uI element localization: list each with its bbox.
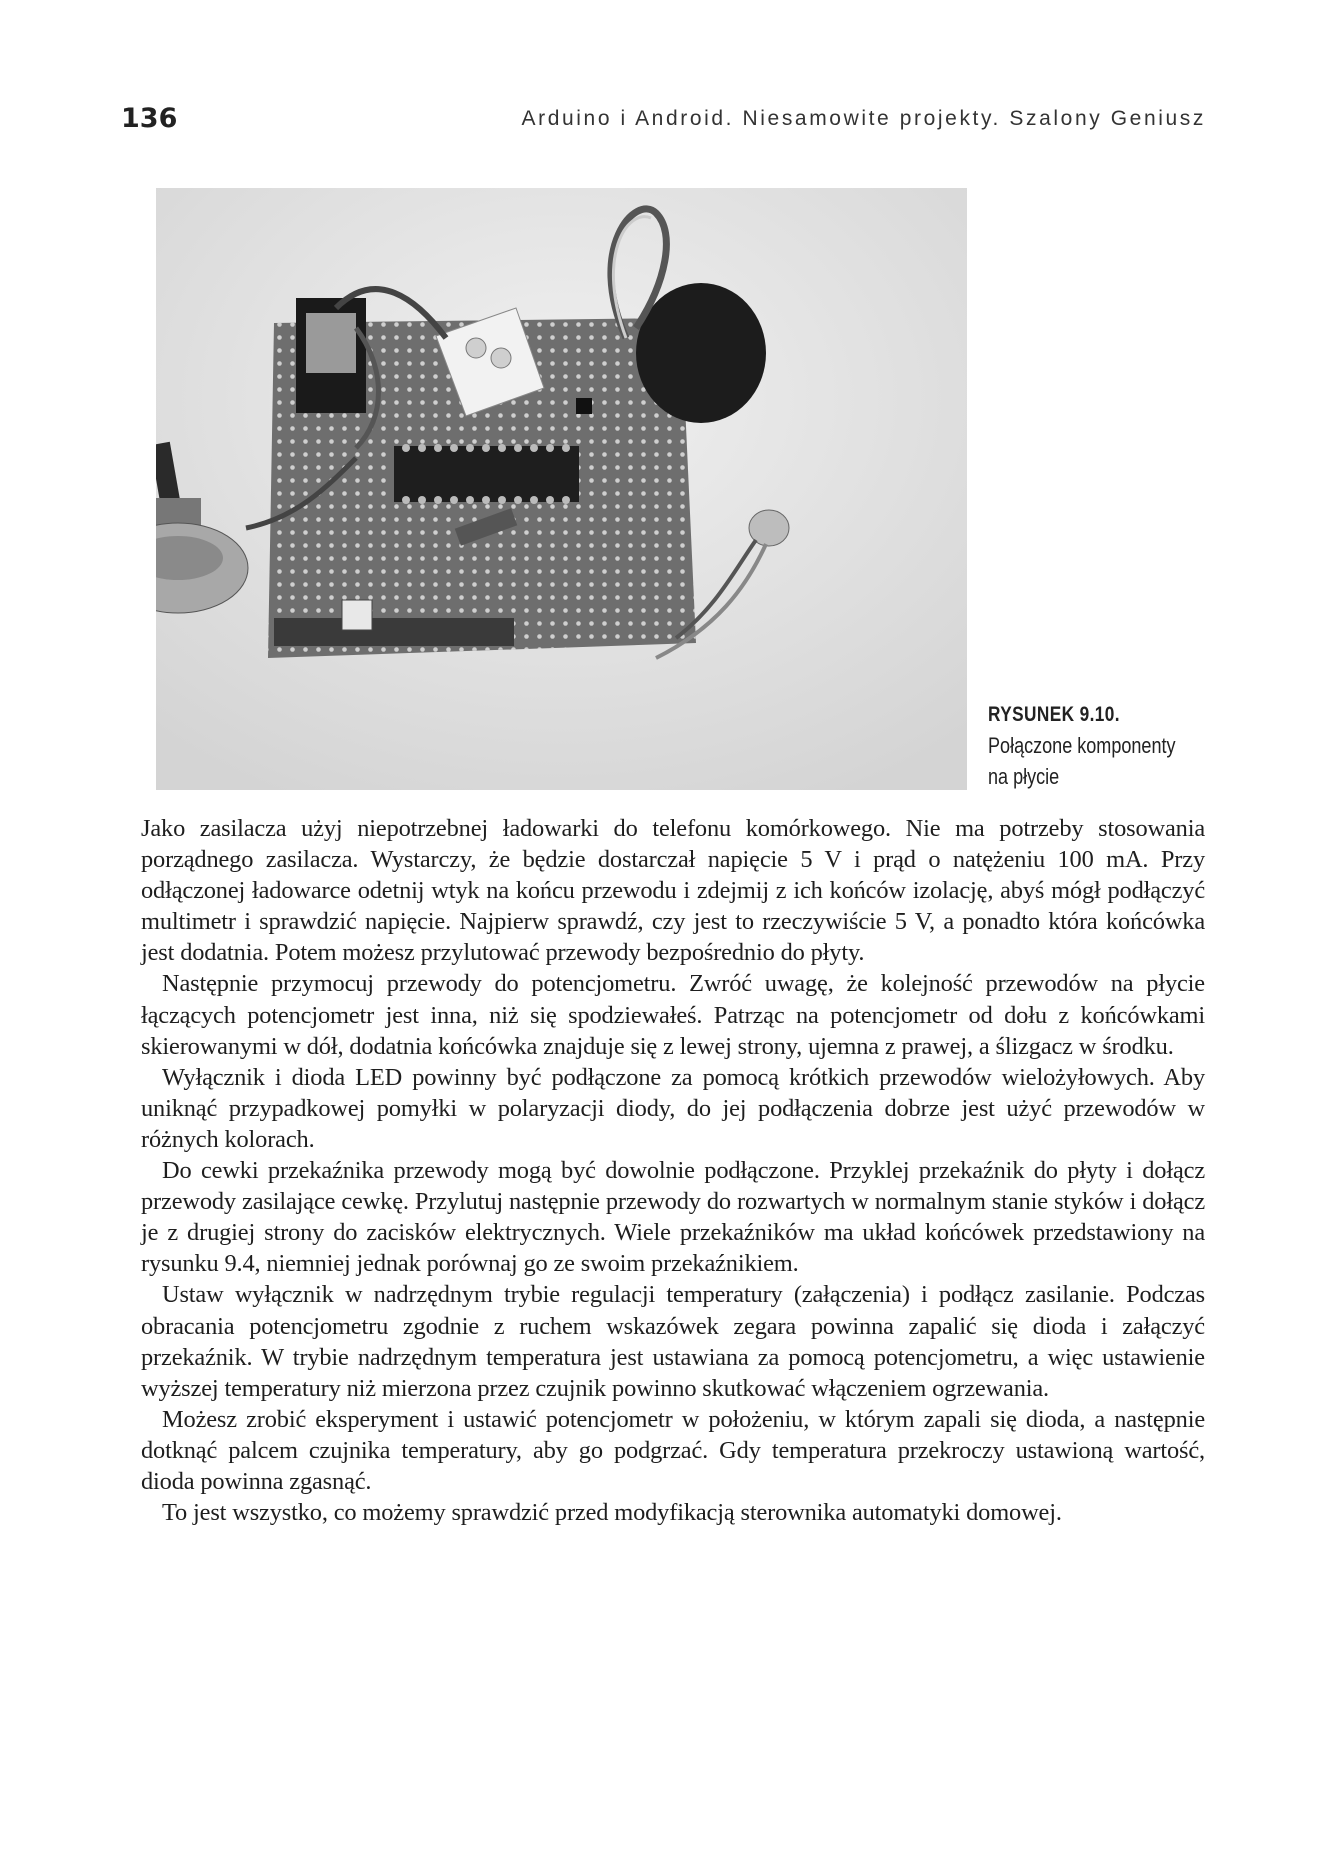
figure-photo <box>156 188 967 790</box>
figure-label: RYSUNEK 9.10. <box>988 703 1120 726</box>
paragraph: Ustaw wyłącznik w nadrzędnym trybie regulacji temperatury (załączenia) i podłącz zasilanie. Podczas obracania potencjometru zgodnie z ruchem wskazówek zegara powinna zapalić się dioda i załączyć przekaźnik. W trybie nadrzędnym temperatura jest ustawiana za pomocą potencjometru, a więc ustawienie wyższej temperatury niż mierzona przez czujnik powinno skutkować włączeniem ogrzewania. <box>141 1281 1205 1402</box>
paragraph: Możesz zrobić eksperyment i ustawić potencjometr w położeniu, w którym zapali się dioda, a następnie dotknąć palcem czujnika temperatury, aby go podgrzać. Gdy temperatura przekroczy ustawioną wartość, dioda powinna zgasnąć. <box>141 1405 1205 1495</box>
running-title: Arduino i Android. Niesamowite projekty. Szalony Geniusz <box>521 107 1206 130</box>
paragraph: Wyłącznik i dioda LED powinny być podłączone za pomocą krótkich przewodów wielożyłowych. Aby uniknąć przypadkowej pomyłki w polaryzacji diody, do jej podłączenia dobrze jest użyć przewodów w różnych kolorach. <box>141 1063 1205 1153</box>
figure-caption-line: Połączone komponenty <box>988 733 1176 758</box>
page-number: 136 <box>121 103 178 134</box>
paragraph: Do cewki przekaźnika przewody mogą być dowolnie podłączone. Przyklej przekaźnik do płyty i dołącz przewody zasilające cewkę. Przylutuj następnie przewody do rozwartych w normalnym stanie styków i dołącz je z drugiej strony do zacisków elektrycznych. Wiele przekaźników ma układ końcówek przedstawiony na rysunku 9.4, niemniej jednak porównaj go ze swoim przekaźnikiem. <box>141 1157 1205 1278</box>
body-text <box>141 813 1205 1528</box>
paragraph: To jest wszystko, co możemy sprawdzić przed modyfikacją sterownika automatyki domowej. <box>162 1499 1062 1527</box>
figure-caption-line: na płycie <box>988 764 1060 789</box>
paragraph: Jako zasilacza użyj niepotrzebnej ładowarki do telefonu komórkowego. Nie ma potrzeby stosowania porządnego zasilacza. Wystarczy, że będzie dostarczał napięcie 5 V i prąd o natężeniu 100 mA. Przy odłączonej ładowarce odetnij wtyk na końcu przewodu i zdejmij z ich końców izolację, abyś mógł podłączyć multimetr i sprawdzić napięcie. Najpierw sprawdź, czy jest to rzeczywiście 5 V, a ponadto która końcówka jest dodatnia. Potem możesz przylutować przewody bezpośrednio do płyty. <box>141 815 1205 967</box>
figure-caption <box>988 700 1208 792</box>
paragraph: Następnie przymocuj przewody do potencjometru. Zwróć uwagę, że kolejność przewodów na płycie łączących potencjometr jest inna, niż się spodziewałeś. Patrząc na potencjometr od dołu z końcówkami skierowanymi w dół, dodatnia końcówka znajduje się z lewej strony, ujemna z prawej, a ślizgacz w środku. <box>141 970 1205 1060</box>
